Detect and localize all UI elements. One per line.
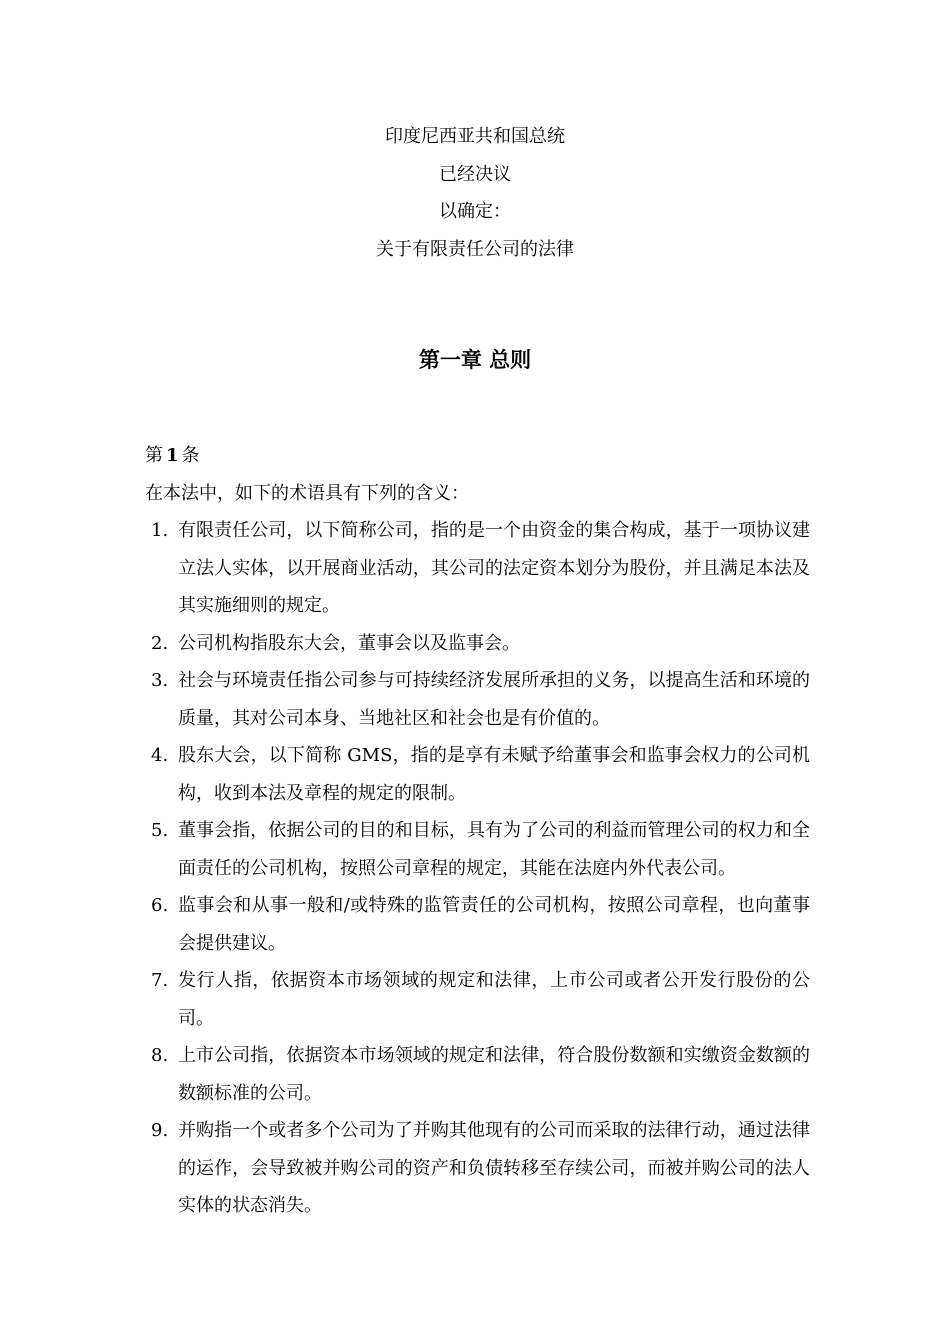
list-marker: 1. <box>151 520 169 541</box>
article-suffix: 条 <box>181 445 200 466</box>
list-marker: 7. <box>151 970 169 991</box>
preamble-line: 印度尼西亚共和国总统 <box>385 126 565 147</box>
list-item-text: 公司机构指股东大会，董事会以及监事会。 <box>178 632 520 654</box>
list-item <box>145 887 810 962</box>
list-item-text: 监事会和从事一般和/或特殊的监管责任的公司机构，按照公司章程，也向董事会提供建议。 <box>178 895 810 954</box>
list-marker: 3. <box>151 670 169 691</box>
list-marker: 2. <box>151 632 169 654</box>
list-marker: 6. <box>151 895 169 916</box>
list-item-text: 董事会指，依据公司的目的和目标，具有为了公司的利益而管理公司的权力和全面责任的公司机构，按照公司章程的规定，其能在法庭内外代表公司。 <box>178 820 810 879</box>
list-item <box>145 962 810 1037</box>
article-intro: 在本法中，如下的术语具有下列的含义： <box>145 483 469 504</box>
list-item <box>145 512 810 625</box>
preamble <box>0 118 950 268</box>
list-marker: 5. <box>151 820 169 841</box>
list-item-text: 上市公司指，依据资本市场领域的规定和法律，符合股份数额和实缴资金数额的数额标准的公司。 <box>178 1045 810 1104</box>
list-marker: 8. <box>151 1045 169 1066</box>
definitions-list <box>145 512 810 1225</box>
law-title: 关于有限责任公司的法律 <box>376 238 574 260</box>
list-item <box>145 812 810 887</box>
list-item <box>145 662 810 737</box>
preamble-line: 已经决议 <box>439 163 511 185</box>
list-item <box>145 1112 810 1225</box>
list-marker: 9. <box>151 1120 169 1141</box>
article-prefix: 第 <box>145 445 163 466</box>
chapter-title: 第一章 总则 <box>418 348 532 372</box>
list-item-text: 股东大会，以下简称 GMS，指的是享有未赋予给董事会和监事会权力的公司机构，收到本法及章程的规定的限制。 <box>178 745 810 804</box>
list-item <box>145 737 810 812</box>
list-item-text: 发行人指，依据资本市场领域的规定和法律，上市公司或者公开发行股份的公司。 <box>178 970 810 1029</box>
list-item-text: 并购指一个或者多个公司为了并购其他现有的公司而采取的法律行动，通过法律的运作，会导致被并购公司的资产和负债转移至存续公司，而被并购公司的法人实体的状态消失。 <box>178 1120 810 1216</box>
article-heading <box>145 440 200 472</box>
list-item <box>145 625 810 663</box>
list-item-text: 社会与环境责任指公司参与可持续经济发展所承担的义务，以提高生活和环境的质量，其对公司本身、当地社区和社会也是有价值的。 <box>178 670 810 729</box>
list-item <box>145 1037 810 1112</box>
article-number: 1 <box>166 445 179 466</box>
list-marker: 4. <box>151 745 169 766</box>
preamble-line: 以确定： <box>439 201 511 222</box>
list-item-text: 有限责任公司，以下简称公司，指的是一个由资金的集合构成，基于一项协议建立法人实体，以开展商业活动，其公司的法定资本划分为股份，并且满足本法及其实施细则的规定。 <box>178 520 810 616</box>
